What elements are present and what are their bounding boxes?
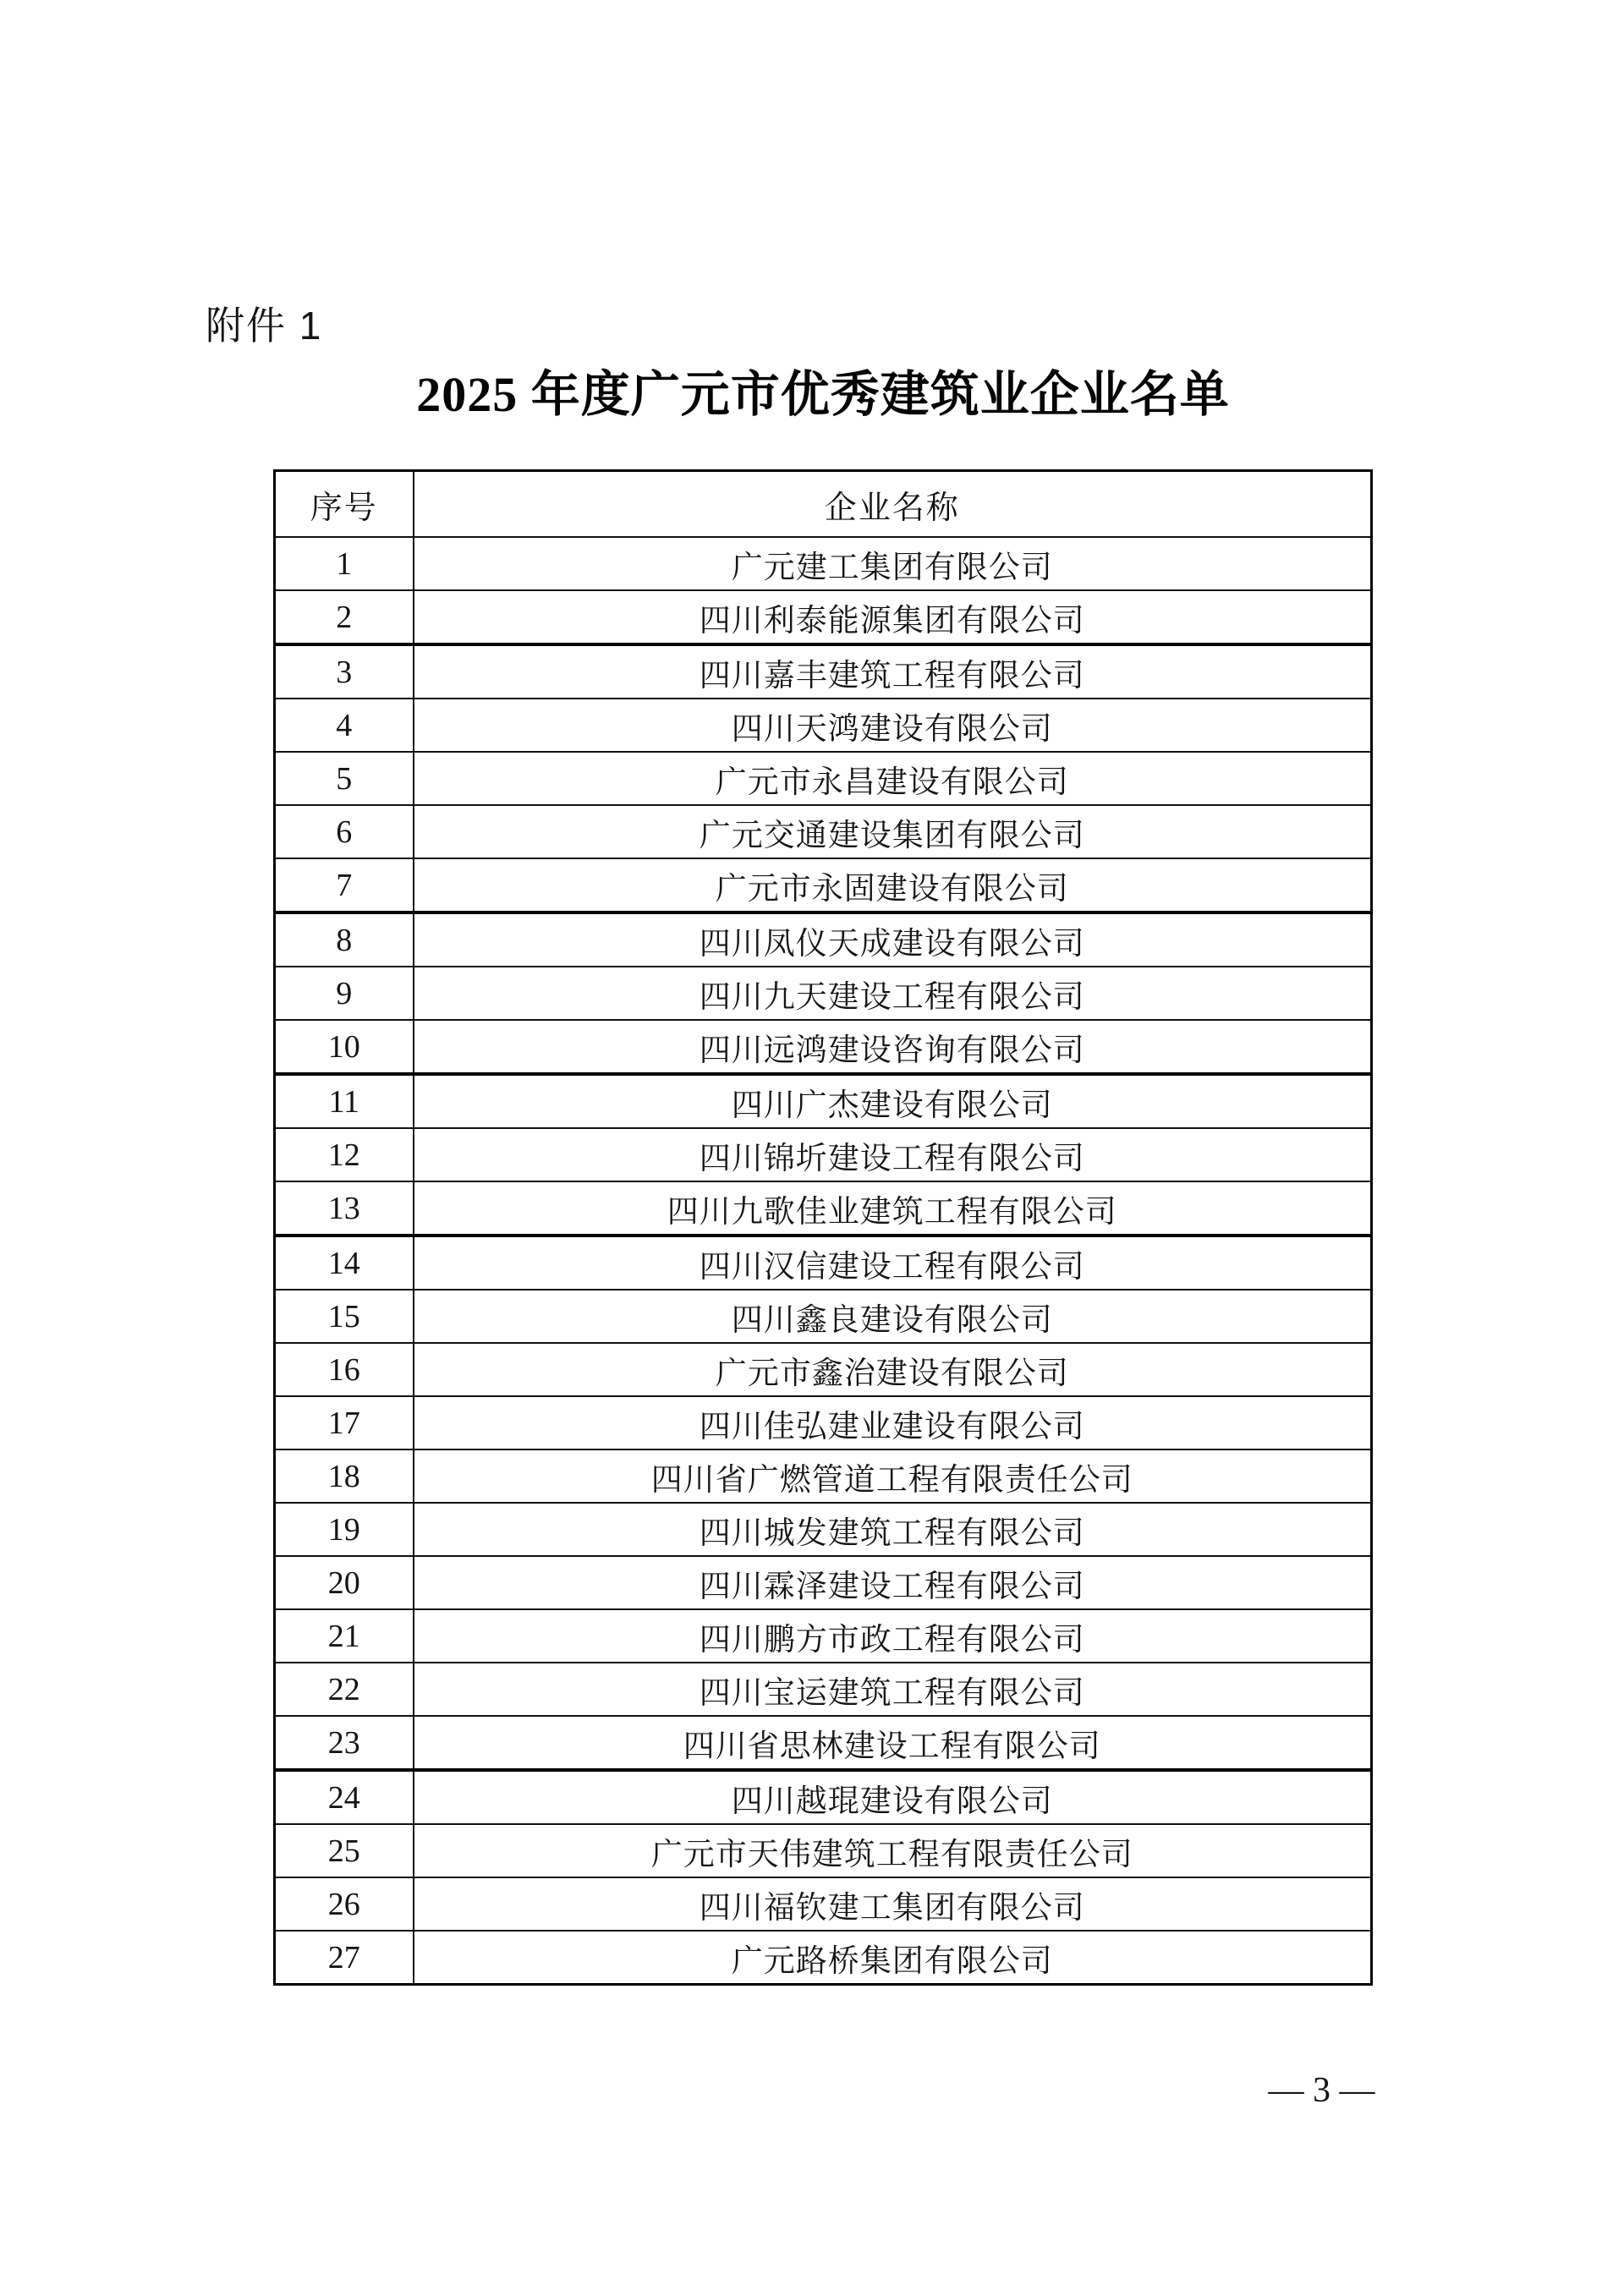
table-row	[275, 1449, 1372, 1503]
table-row	[275, 1181, 1372, 1236]
company-name-cell: 广元市永昌建设有限公司	[414, 752, 1372, 805]
table-header-row	[275, 471, 1372, 538]
serial-number-cell: 8	[275, 912, 414, 967]
company-name-cell: 四川鑫良建设有限公司	[414, 1290, 1372, 1343]
serial-number-cell: 14	[275, 1236, 414, 1290]
table-row	[275, 1663, 1372, 1716]
company-name-cell: 广元市天伟建筑工程有限责任公司	[414, 1824, 1372, 1877]
company-name-cell: 广元市永固建设有限公司	[414, 858, 1372, 912]
table-row	[275, 1877, 1372, 1931]
table-row	[275, 1931, 1372, 1985]
serial-number-cell: 16	[275, 1343, 414, 1396]
serial-number-cell: 13	[275, 1181, 414, 1236]
table-row	[275, 1236, 1372, 1290]
serial-number-cell: 26	[275, 1877, 414, 1931]
company-name-cell: 广元市鑫治建设有限公司	[414, 1343, 1372, 1396]
company-name-cell: 四川广杰建设有限公司	[414, 1074, 1372, 1128]
serial-number-cell: 19	[275, 1503, 414, 1556]
serial-number-cell: 25	[275, 1824, 414, 1877]
table-row	[275, 699, 1372, 752]
company-name-cell: 四川九歌佳业建筑工程有限公司	[414, 1181, 1372, 1236]
company-name-cell: 四川九天建设工程有限公司	[414, 967, 1372, 1020]
page-number: — 3 —	[1268, 2071, 1375, 2110]
column-header-serial: 序号	[275, 471, 414, 538]
table-row	[275, 1824, 1372, 1877]
company-name-cell: 四川利泰能源集团有限公司	[414, 590, 1372, 644]
company-name-cell: 四川嘉丰建筑工程有限公司	[414, 644, 1372, 699]
company-name-cell: 四川鹏方市政工程有限公司	[414, 1609, 1372, 1663]
company-table	[273, 469, 1373, 1986]
company-name-cell: 广元路桥集团有限公司	[414, 1931, 1372, 1985]
table-row	[275, 752, 1372, 805]
company-name-cell: 四川福钦建工集团有限公司	[414, 1877, 1372, 1931]
company-name-cell: 广元建工集团有限公司	[414, 537, 1372, 590]
table-row	[275, 644, 1372, 699]
table-row	[275, 805, 1372, 858]
table-row	[275, 858, 1372, 912]
serial-number-cell: 21	[275, 1609, 414, 1663]
table-row	[275, 1343, 1372, 1396]
table-row	[275, 967, 1372, 1020]
serial-number-cell: 23	[275, 1716, 414, 1770]
table-row	[275, 1770, 1372, 1824]
table-row	[275, 1290, 1372, 1343]
serial-number-cell: 24	[275, 1770, 414, 1824]
serial-number-cell: 17	[275, 1396, 414, 1449]
table-row	[275, 912, 1372, 967]
serial-number-cell: 2	[275, 590, 414, 644]
serial-number-cell: 11	[275, 1074, 414, 1128]
serial-number-cell: 3	[275, 644, 414, 699]
page-title: 2025 年度广元市优秀建筑业企业名单	[416, 367, 1230, 422]
company-name-cell: 四川佳弘建业建设有限公司	[414, 1396, 1372, 1449]
company-name-cell: 四川霖泽建设工程有限公司	[414, 1556, 1372, 1609]
table-row	[275, 1128, 1372, 1181]
company-name-cell: 四川汉信建设工程有限公司	[414, 1236, 1372, 1290]
table-row	[275, 1716, 1372, 1770]
serial-number-cell: 10	[275, 1020, 414, 1074]
company-name-cell: 四川远鸿建设咨询有限公司	[414, 1020, 1372, 1074]
table-row	[275, 1020, 1372, 1074]
company-name-cell: 四川锦圻建设工程有限公司	[414, 1128, 1372, 1181]
attachment-label: 附件 1	[206, 304, 323, 348]
serial-number-cell: 9	[275, 967, 414, 1020]
serial-number-cell: 6	[275, 805, 414, 858]
table-row	[275, 1074, 1372, 1128]
table-row	[275, 1609, 1372, 1663]
company-name-cell: 四川城发建筑工程有限公司	[414, 1503, 1372, 1556]
column-header-company: 企业名称	[414, 471, 1372, 538]
table-row	[275, 1503, 1372, 1556]
company-name-cell: 广元交通建设集团有限公司	[414, 805, 1372, 858]
serial-number-cell: 1	[275, 537, 414, 590]
company-name-cell: 四川天鸿建设有限公司	[414, 699, 1372, 752]
company-name-cell: 四川凤仪天成建设有限公司	[414, 912, 1372, 967]
serial-number-cell: 5	[275, 752, 414, 805]
serial-number-cell: 27	[275, 1931, 414, 1985]
table-row	[275, 537, 1372, 590]
serial-number-cell: 18	[275, 1449, 414, 1503]
company-name-cell: 四川省思林建设工程有限公司	[414, 1716, 1372, 1770]
serial-number-cell: 22	[275, 1663, 414, 1716]
table-row	[275, 590, 1372, 644]
serial-number-cell: 7	[275, 858, 414, 912]
company-name-cell: 四川宝运建筑工程有限公司	[414, 1663, 1372, 1716]
serial-number-cell: 12	[275, 1128, 414, 1181]
serial-number-cell: 20	[275, 1556, 414, 1609]
company-name-cell: 四川越琨建设有限公司	[414, 1770, 1372, 1824]
serial-number-cell: 15	[275, 1290, 414, 1343]
serial-number-cell: 4	[275, 699, 414, 752]
table-row	[275, 1396, 1372, 1449]
table-row	[275, 1556, 1372, 1609]
company-name-cell: 四川省广燃管道工程有限责任公司	[414, 1449, 1372, 1503]
